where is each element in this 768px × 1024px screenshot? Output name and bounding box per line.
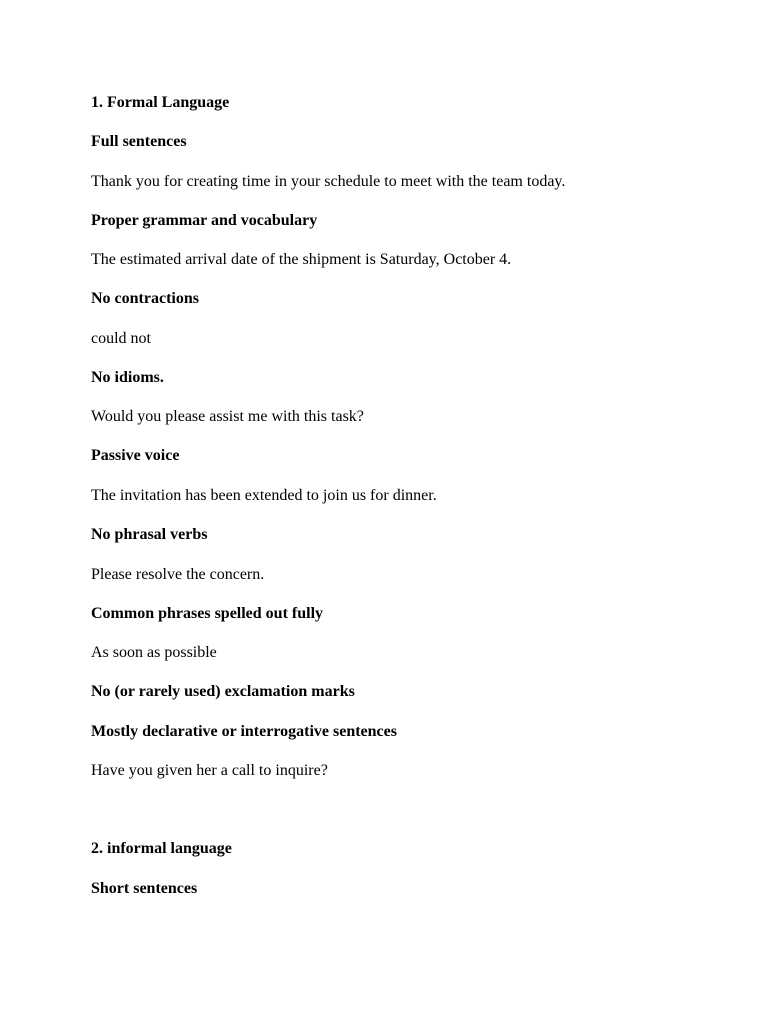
subheading-full-sentences: Full sentences: [91, 133, 187, 150]
example-no-contractions: could not: [91, 330, 151, 347]
subheading-no-idioms: No idioms.: [91, 369, 164, 386]
section-heading-informal-language: 2. informal language: [91, 840, 232, 857]
subheading-common-phrases: Common phrases spelled out fully: [91, 605, 324, 622]
section-heading-formal-language: 1. Formal Language: [91, 94, 230, 111]
example-common-phrases: As soon as possible: [91, 644, 217, 661]
subheading-short-sentences: Short sentences: [91, 880, 198, 897]
subheading-proper-grammar: Proper grammar and vocabulary: [91, 212, 318, 229]
example-no-phrasal-verbs: Please resolve the concern.: [91, 566, 265, 583]
example-passive-voice: The invitation has been extended to join us for dinner.: [91, 487, 437, 504]
subheading-exclamation-marks: No (or rarely used) exclamation marks: [91, 683, 355, 700]
example-full-sentences: Thank you for creating time in your schedule to meet with the team today.: [91, 173, 566, 190]
subheading-passive-voice: Passive voice: [91, 447, 180, 464]
example-declarative-interrogative: Have you given her a call to inquire?: [91, 762, 328, 779]
example-no-idioms: Would you please assist me with this task?: [91, 408, 364, 425]
subheading-no-phrasal-verbs: No phrasal verbs: [91, 526, 208, 543]
subheading-declarative-interrogative: Mostly declarative or interrogative sentences: [91, 723, 397, 740]
example-proper-grammar: The estimated arrival date of the shipment is Saturday, October 4.: [91, 251, 512, 268]
subheading-no-contractions: No contractions: [91, 290, 199, 307]
